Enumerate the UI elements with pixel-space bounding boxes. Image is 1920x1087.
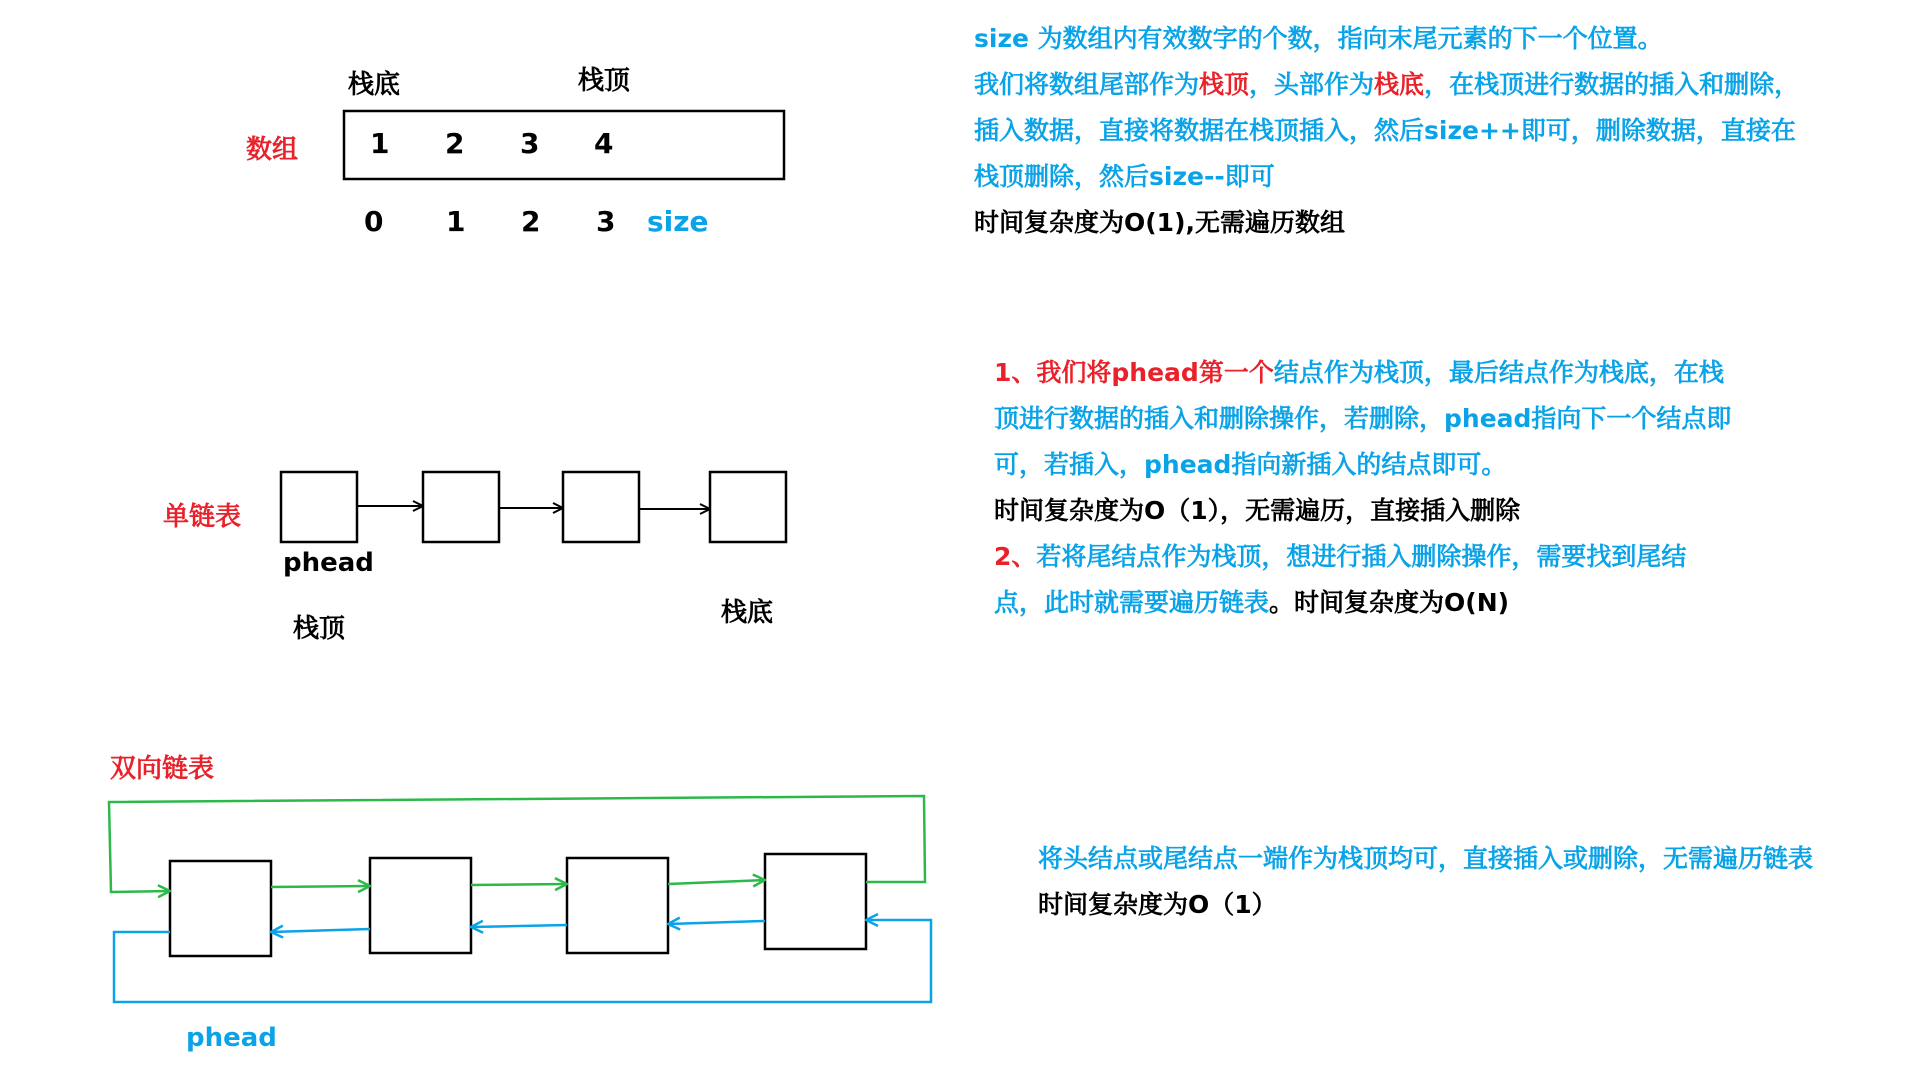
singly-note-line — [994, 534, 1731, 580]
singly-node-4 — [710, 472, 786, 542]
array-bottom-label: 栈底 — [348, 70, 401, 100]
singly-bottom-label: 栈底 — [721, 598, 774, 628]
array-size-label: size — [647, 205, 709, 238]
doubly-next-arrow-2 — [471, 884, 567, 885]
doubly-note — [1038, 836, 1813, 928]
singly-note-line — [994, 580, 1731, 626]
singly-note — [994, 350, 1731, 626]
doubly-circular-prev-loop — [114, 920, 931, 1002]
array-index: 1 — [446, 205, 466, 238]
doubly-next-arrow-3 — [668, 880, 765, 884]
note-segment: ，在栈顶进行数据的插入和删除， — [1424, 70, 1800, 99]
array-label: 数组 — [246, 135, 299, 165]
doubly-prev-arrow-1 — [271, 929, 370, 932]
singly-node-2 — [423, 472, 499, 542]
array-top-label: 栈顶 — [578, 66, 631, 96]
doubly-prev-arrow-3 — [668, 921, 765, 924]
array-element: 3 — [520, 127, 540, 160]
singly-top-label: 栈顶 — [293, 614, 346, 644]
note-segment: 。时间复杂度为O(N) — [1269, 588, 1510, 617]
doubly-node-2 — [370, 858, 471, 953]
array-note-line: 时间复杂度为O(1),无需遍历数组 — [974, 208, 1345, 237]
doubly-next-arrow-1 — [271, 886, 370, 887]
doubly-circular-next-loop — [109, 796, 925, 892]
note-highlight: 1、我们将phead — [994, 358, 1199, 387]
note-highlight: 2、 — [994, 542, 1037, 571]
note-segment: 点，此时就需要遍历链表 — [994, 588, 1270, 617]
singly-head-label: phead — [283, 548, 374, 578]
array-element: 2 — [445, 127, 465, 160]
array-element: 4 — [594, 127, 614, 160]
array-index: 3 — [596, 205, 616, 238]
array-note-line: 栈顶删除，然后size--即可 — [974, 162, 1275, 191]
array-box — [344, 111, 784, 179]
note-highlight: 第一个 — [1198, 358, 1274, 387]
doubly-note-line: 时间复杂度为O（1） — [1038, 890, 1277, 919]
note-highlight: 栈顶 — [1199, 70, 1250, 99]
singly-note-line: 顶进行数据的插入和删除操作，若删除，phead指向下一个结点即 — [994, 404, 1732, 433]
doubly-node-3 — [567, 858, 668, 953]
singly-note-line: 时间复杂度为O（1），无需遍历，直接插入删除 — [994, 496, 1521, 525]
singly-note-line: 可，若插入，phead指向新插入的结点即可。 — [994, 450, 1507, 479]
singly-node-1 — [281, 472, 357, 542]
array-note-line: size 为数组内有效数字的个数，指向末尾元素的下一个位置。 — [974, 24, 1663, 53]
array-note-line — [974, 62, 1799, 108]
doubly-node-4 — [765, 854, 866, 949]
note-segment: ，头部作为 — [1249, 70, 1375, 99]
note-highlight: 栈底 — [1374, 70, 1425, 99]
array-note-line: 插入数据，直接将数据在栈顶插入，然后size++即可，删除数据，直接在 — [974, 116, 1796, 145]
singly-node-3 — [563, 472, 639, 542]
singly-linked-label: 单链表 — [163, 502, 242, 532]
doubly-node-1 — [170, 861, 271, 956]
doubly-head-label: phead — [186, 1023, 277, 1053]
array-note — [974, 16, 1799, 246]
array-element: 1 — [370, 127, 390, 160]
singly-note-line — [994, 350, 1731, 396]
note-segment: 我们将数组尾部作为 — [974, 70, 1200, 99]
note-segment: 结点作为栈顶，最后结点作为栈底，在栈 — [1273, 358, 1724, 387]
doubly-note-line: 将头结点或尾结点一端作为栈顶均可，直接插入或删除，无需遍历链表 — [1038, 844, 1814, 873]
note-segment: 若将尾结点作为栈顶，想进行插入删除操作，需要找到尾结 — [1036, 542, 1687, 571]
array-index: 0 — [364, 205, 384, 238]
array-index: 2 — [521, 205, 541, 238]
doubly-linked-label: 双向链表 — [110, 754, 215, 784]
doubly-prev-arrow-2 — [471, 925, 567, 927]
